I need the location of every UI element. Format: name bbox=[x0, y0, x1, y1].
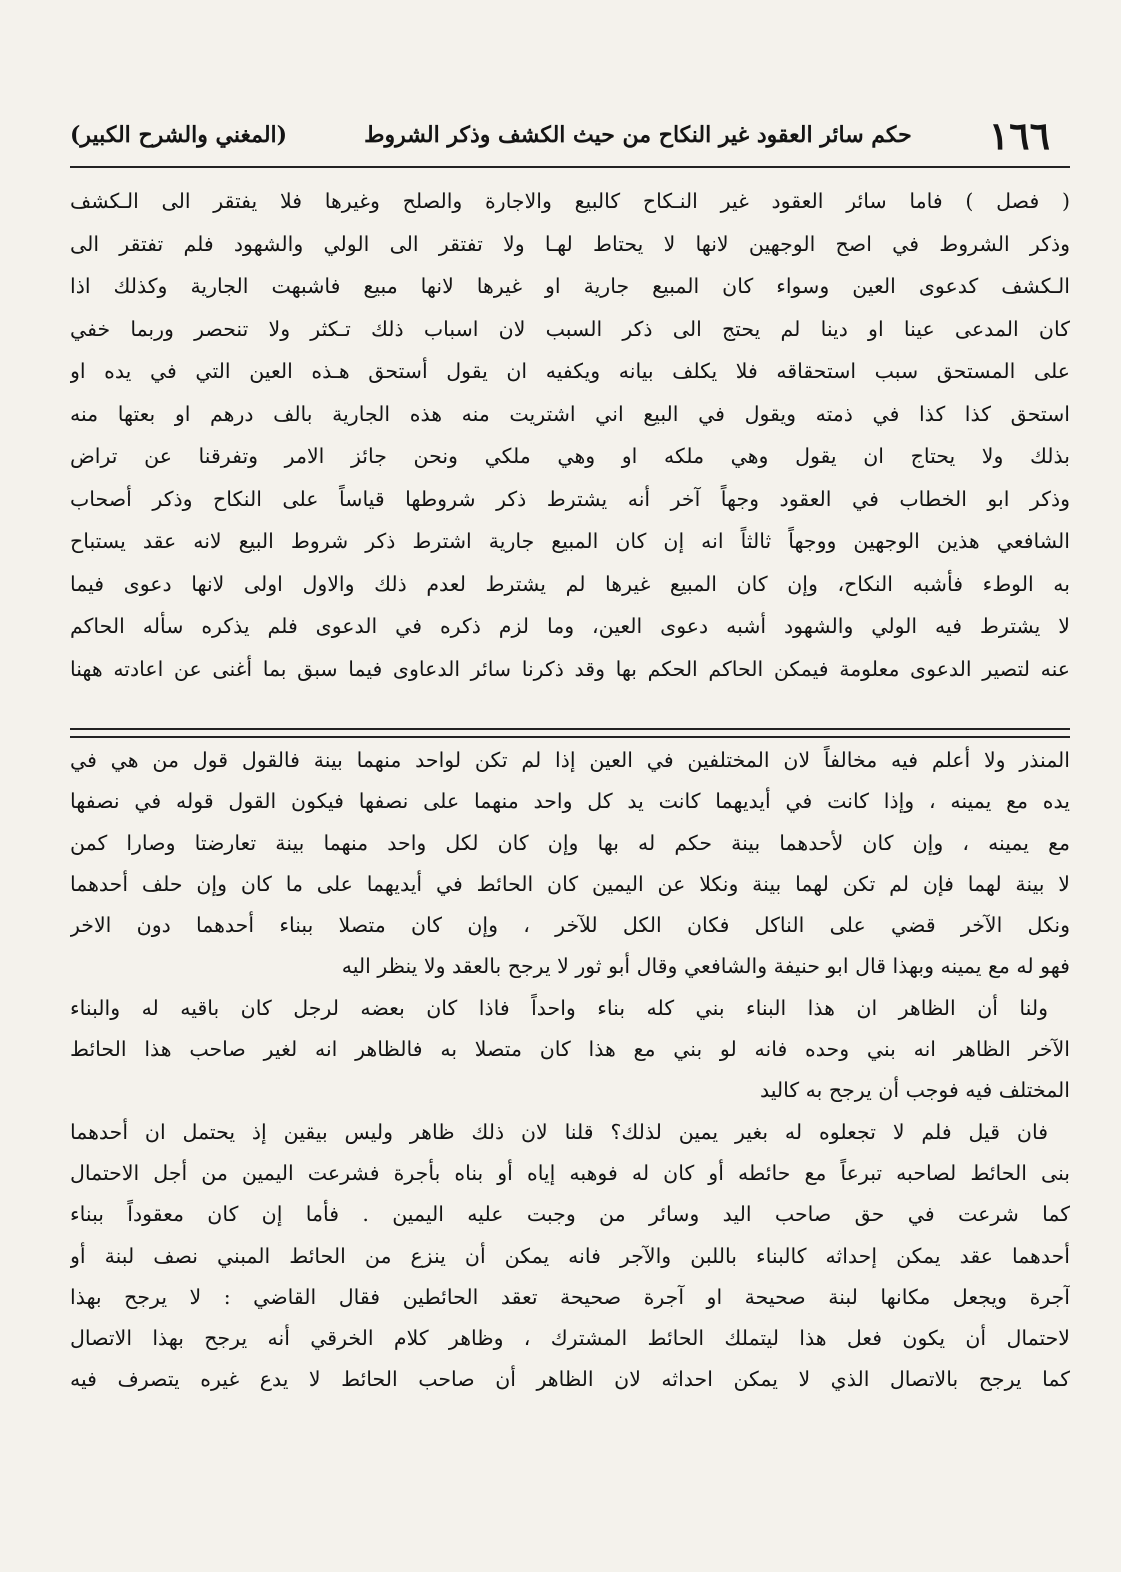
main-text-line: على المستحق سبب استحقاقه فلا يكلف بيانه ويكفيه ان يقول أستحق هـذه العين التي في يده او bbox=[70, 359, 1070, 383]
main-text-line: وذكر ابو الخطاب في العقود وجهاً آخر أنه يشترط ذكر شروطها قياساً على النكاح وذكر أصحاب bbox=[70, 486, 1070, 511]
commentary-line: ولنا أن الظاهر ان هذا البناء بني كله بناء واحداً فاذا كان بعضه لرجل كان باقيه له والبناء bbox=[70, 995, 1048, 1020]
commentary-line: الآخر الظاهر انه بني وحده فانه لو بني مع هذا كان متصلا به فالظاهر انه لغير صاحب هذا الحائط bbox=[70, 1037, 1070, 1062]
commentary-line: أحدهما عقد يمكن إحداثه كالبناء باللبن والآجر فانه يمكن أن ينزع من الحائط المبني نصف لبنة أو bbox=[70, 1243, 1070, 1268]
main-text-line: به الوطء فأشبه النكاح، وإن كان المبيع غيرها لم يشترط لعدم ذلك والاول اولى لانها دعوى فيما bbox=[70, 571, 1070, 596]
main-text-line: كان المدعى عينا او دينا لم يحتج الى ذكر السبب لان اسباب ذلك تـكثر ولا تنحصر وربما خفي bbox=[70, 316, 1070, 341]
main-text-line: لا يشترط فيه الولي والشهود أشبه دعوى العين، وما لزم ذكره في الدعوى فلم يذكره سأله الحاكم bbox=[70, 614, 1070, 638]
main-text-line: وذكر الشروط في اصح الوجهين لانها لا يحتاط لهـا ولا تفتقر الى الولي والشهود فلم تفتقر الى bbox=[70, 231, 1070, 256]
page-number: ١٦٦ bbox=[988, 112, 1050, 158]
commentary-line: كما شرعت في حق صاحب اليد وسائر من وجبت عليه اليمين . فأما إن كان معقوداً ببناء bbox=[70, 1202, 1070, 1227]
commentary-line: يده مع يمينه ، وإذا كانت في أيديهما كانت يد كل واحد منهما على نصفها فيكون القول قوله في نصفها bbox=[70, 789, 1070, 814]
main-text-line: الشافعي هذين الوجهين ووجهاً ثالثاً انه إن كان المبيع جارية اشترط ذكر شروط البيع لانه عقد يستباح bbox=[70, 529, 1070, 553]
main-text-line: الـكشف كدعوى العين وسواء كان المبيع جارية او غيرها لانها مبيع فاشبهت الجارية وكذلك اذا bbox=[70, 274, 1070, 298]
section-divider bbox=[70, 728, 1070, 738]
commentary-line: آجرة ويجعل مكانها لبنة صحيحة او آجرة صحيحة تعقد الحائطين فقال القاضي : لا يرجح بهذا bbox=[70, 1284, 1070, 1309]
commentary-block bbox=[70, 740, 1070, 1401]
running-title: حكم سائر العقود غير النكاح من حيث الكشف وذكر الشروط bbox=[364, 122, 912, 148]
main-text-block bbox=[70, 180, 1070, 690]
commentary-line: المختلف فيه فوجب أن يرجح به كاليد bbox=[759, 1078, 1070, 1103]
header-rule bbox=[70, 166, 1070, 168]
commentary-line: لا بينة لهما فإن لم تكن لهما بينة ونكلا عن اليمين كان الحائط في أيديهما على ما كان وإن حلف أحدهما bbox=[70, 871, 1070, 896]
commentary-line: ونكل الآخر قضي على الناكل فكان الكل للآخر ، وإن كان متصلا ببناء أحدهما دون الاخر bbox=[70, 913, 1070, 938]
commentary-line: فان قيل فلم لا تجعلوه له بغير يمين لذلك؟ قلنا لان ذلك ظاهر وليس بيقين إذ يحتمل ان أحدهما bbox=[70, 1119, 1048, 1144]
main-text-line: ( فصل ) فاما سائر العقود غير النـكاح كالبيع والاجارة والصلح وغيرها فلا يفتقر الى الـكشف bbox=[70, 189, 1070, 213]
main-text-line: استحق كذا كذا في ذمته ويقول في البيع اني اشتريت منه هذه الجارية بالف درهم او بعتها منه bbox=[70, 401, 1070, 426]
commentary-line: مع يمينه ، وإن كان لأحدهما بينة حكم له بها وإن كان لكل واحد منهما بينة تعارضتا وصارا كمن bbox=[70, 830, 1070, 855]
commentary-line: فهو له مع يمينه وبهذا قال ابو حنيفة والشافعي وقال أبو ثور لا يرجح بالعقد ولا ينظر اليه bbox=[341, 954, 1070, 979]
book-title: (المغني والشرح الكبير) bbox=[70, 122, 288, 148]
commentary-line: كما يرجح بالاتصال الذي لا يمكن احداثه لان الظاهر أن صاحب الحائط لا يدع غيره يتصرف فيه bbox=[70, 1367, 1070, 1392]
commentary-line: بنى الحائط لصاحبه تبرعاً مع حائطه أو كان له فوهبه إياه أو بناه بأجرة فشرعت اليمين من أجل الاحتمال bbox=[70, 1160, 1070, 1185]
page-header bbox=[70, 110, 1050, 160]
main-text-line: عنه لتصير الدعوى معلومة فيمكن الحاكم الحكم بها وقد ذكرنا سائر الدعاوى فيما سبق بما أغنى عن اعادته ههنا bbox=[70, 656, 1070, 681]
commentary-line: المنذر ولا أعلم فيه مخالفاً لان المختلفين في العين إذا لم تكن لواحد منهما بينة فالقول قول من هي في bbox=[70, 748, 1070, 772]
main-text-line: بذلك ولا يحتاج ان يقول وهي ملكه او وهي ملكي ونحن جائز الامر وتفرقنا عن تراض bbox=[70, 444, 1070, 468]
commentary-line: لاحتمال أن يكون فعل هذا ليتملك الحائط المشترك ، وظاهر كلام الخرقي أنه يرجح بهذا الاتصال bbox=[70, 1326, 1070, 1351]
